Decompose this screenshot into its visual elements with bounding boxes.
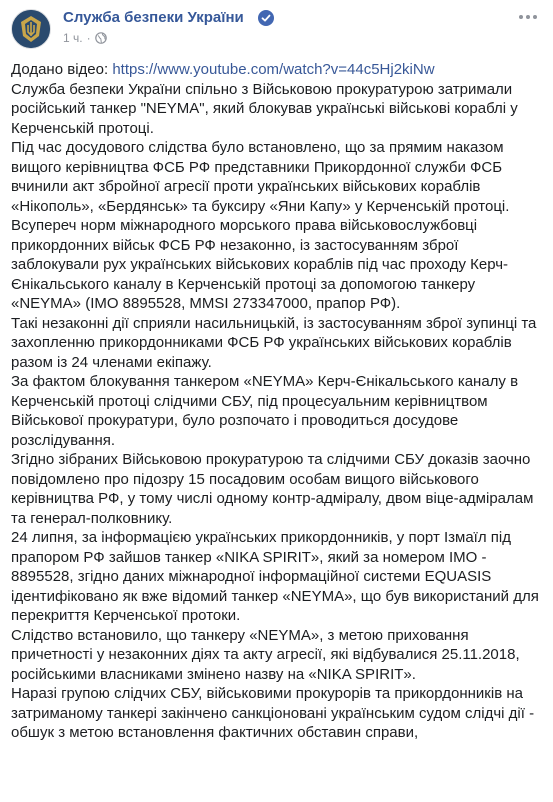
meta-separator: ·	[86, 31, 91, 45]
video-link[interactable]: https://www.youtube.com/watch?v=44c5Hj2kiNw	[112, 61, 435, 78]
menu-dot	[526, 15, 530, 19]
post-paragraph: Наразі групою слідчих СБУ, військовими прокурорів та прикордонників на затриманому танкері закінчено санкціоновані українським судом слідчі дії - обшук з метою встановлення фактичних обставин справи,	[11, 685, 535, 741]
post-meta	[63, 31, 107, 45]
sbu-emblem-icon	[12, 10, 50, 48]
menu-dot	[519, 15, 523, 19]
post-paragraph: Слідство встановило, що танкеру «NEYMA», з метою приховання причетності у незаконних діях та акту агресії, які відбувалися 25.11.2018, російськими власниками змінено назву на «NIKA SPIRIT».	[11, 626, 520, 683]
page-avatar[interactable]	[11, 9, 51, 49]
post-timestamp[interactable]: 1 ч.	[63, 31, 83, 45]
page-name-link[interactable]: Служба безпеки України	[63, 9, 244, 26]
post-paragraph: Такі незаконні дії сприяли насильницькій, із застосуванням зброї зупинці та захопленню прикордонниками ФСБ РФ українських військових кораблів разом із 24 членами екіпажу.	[11, 314, 537, 371]
post-paragraph: Згідно зібраних Військовою прокуратурою та слідчими СБУ доказів заочно повідомлено про підозру 15 посадовим особам вищого військового керівництва РФ, у тому числі одному контр-адміралу, двом віце-адміралам та генерал-полковнику.	[11, 451, 534, 527]
menu-dot	[533, 15, 537, 19]
globe-icon[interactable]	[95, 32, 107, 44]
video-added-line	[11, 60, 541, 80]
video-added-label: Додано відео:	[11, 61, 113, 78]
verified-check-icon	[258, 10, 274, 26]
post-paragraph: За фактом блокування танкером «NEYMA» Керч-Єнікальського каналу в Керченській протоці слідчими СБУ, під процесуальним керівництвом Військової прокуратури, було розпочато і проводиться досудове розслідування.	[11, 373, 519, 449]
post-header	[0, 0, 553, 56]
post-paragraph: Служба безпеки України спільно з Військовою прокуратурою затримали російський танкер "NEYMA", який блокував українські військові кораблі у Керченській протоці.	[11, 80, 518, 137]
post-paragraph: Всупереч норм міжнародного морського права військовослужбовці прикордонних військ ФСБ РФ незаконно, із застосуванням зброї заблокували рух українських військових кораблів під час проходу Керч-Єнікальського каналу в Керченській протоці за допомогою танкеру «NEYMA» (IMO 8895528, MMSI 273347000, прапор РФ).	[11, 217, 509, 312]
post-paragraph: Під час досудового слідства було встановлено, що за прямим наказом вищого керівництва ФСБ РФ представники Прикордонної служби ФСБ вчинили акт збройної агресії проти українських військових кораблів «Нікополь», «Бердянськ» та буксиру «Яни Капу» у Керченській протоці.	[11, 139, 510, 215]
more-options-icon[interactable]	[517, 12, 539, 22]
post-text	[11, 60, 541, 743]
post-paragraph: 24 липня, за інформацією українських прикордонників, у порт Ізмаїл під прапором РФ зайшов танкер «NIKA SPIRIT», який за номером IMO - 8895528, згідно даних міжнародної інформаційної системи EQUASIS ідентифіковано як вже відомий танкер «NEYMA», що був використаний для перекриття Керченської протоки.	[11, 529, 539, 624]
